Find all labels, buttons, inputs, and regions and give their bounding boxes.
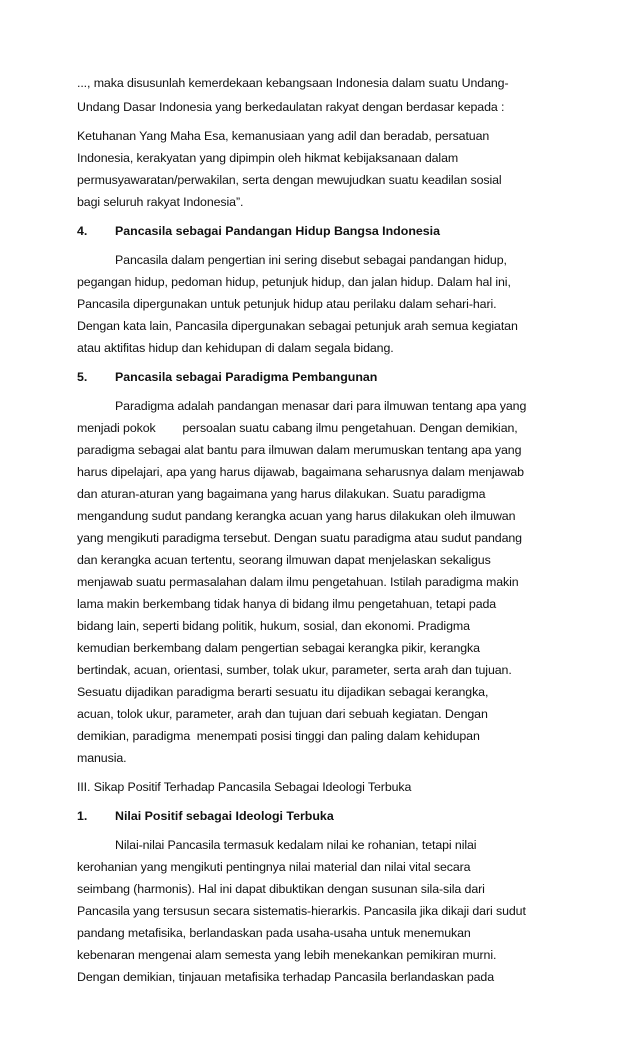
section4-line: pegangan hidup, pedoman hidup, petunjuk hidup, dan jalan hidup. Dalam hal ini, xyxy=(77,275,511,289)
section-heading: Pancasila sebagai Pandangan Hidup Bangsa Indonesia xyxy=(115,224,441,238)
section4-line: atau aktifitas hidup dan kehidupan di dalam segala bidang. xyxy=(77,341,394,355)
section1-line: kebenaran mengenai alam semesta yang lebih menekankan pemikiran murni. xyxy=(77,948,497,962)
section1-line: Pancasila yang tersusun secara sistematis-hierarkis. Pancasila jika dikaji dari sudut xyxy=(77,904,526,918)
section5-line: acuan, tolok ukur, parameter, arah dan tujuan dari sebuah kegiatan. Dengan xyxy=(77,707,488,721)
section-number: 5. xyxy=(77,370,88,384)
principles-line: bagi seluruh rakyat Indonesia”. xyxy=(77,195,244,209)
intro-line: ..., maka disusunlah kemerdekaan kebangsaan Indonesia dalam suatu Undang- xyxy=(77,76,509,90)
section-heading: Nilai Positif sebagai Ideologi Terbuka xyxy=(115,809,334,823)
section5-line: Paradigma adalah pandangan menasar dari para ilmuwan tentang apa yang xyxy=(115,399,527,413)
section1-line: Nilai-nilai Pancasila termasuk kedalam nilai ke rohanian, tetapi nilai xyxy=(115,838,477,852)
section5-line: bidang lain, seperti bidang politik, hukum, sosial, dan ekonomi. Pradigma xyxy=(77,619,470,633)
section4-line: Dengan kata lain, Pancasila dipergunakan sebagai petunjuk arah semua kegiatan xyxy=(77,319,518,333)
section5-line: harus dipelajari, apa yang harus dijawab, bagaimana seharusnya dalam menjawab xyxy=(77,465,524,479)
section5-line: manusia. xyxy=(77,751,127,765)
section4-line: Pancasila dipergunakan untuk petunjuk hidup atau perilaku dalam sehari-hari. xyxy=(77,297,497,311)
section-number: 1. xyxy=(77,809,88,823)
section4-line: Pancasila dalam pengertian ini sering disebut sebagai pandangan hidup, xyxy=(115,253,507,267)
section5-line: menjadi pokok persoalan suatu cabang ilmu pengetahuan. Dengan demikian, xyxy=(77,421,518,435)
section5-line: yang mengikuti paradigma tersebut. Dengan suatu paradigma atau sudut pandang xyxy=(77,531,522,545)
intro-line: Undang Dasar Indonesia yang berkedaulatan rakyat dengan berdasar kepada : xyxy=(77,100,505,114)
chapter-title: III. Sikap Positif Terhadap Pancasila Sebagai Ideologi Terbuka xyxy=(77,780,412,794)
section1-line: pandang metafisika, berlandaskan pada usaha-usaha untuk menemukan xyxy=(77,926,471,940)
section5-line: bertindak, acuan, orientasi, sumber, tolak ukur, parameter, serta arah dan tujuan. xyxy=(77,663,512,677)
section5-line: mengandung sudut pandang kerangka acuan yang harus dilakukan oleh ilmuwan xyxy=(77,509,516,523)
section5-line: dan kerangka acuan tertentu, seorang ilmuwan dapat menjelaskan sekaligus xyxy=(77,553,491,567)
section5-line: menjawab suatu permasalahan dalam ilmu pengetahuan. Istilah paradigma makin xyxy=(77,575,519,589)
principles-line: permusyawaratan/perwakilan, serta dengan mewujudkan suatu keadilan sosial xyxy=(77,173,502,187)
section5-line: Sesuatu dijadikan paradigma berarti sesuatu itu dijadikan sebagai kerangka, xyxy=(77,685,489,699)
section5-line: dan aturan-aturan yang bagaimana yang harus dilakukan. Suatu paradigma xyxy=(77,487,486,501)
principles-line: Ketuhanan Yang Maha Esa, kemanusiaan yang adil dan beradab, persatuan xyxy=(77,129,490,143)
section5-line: kemudian berkembang dalam pengertian sebagai kerangka pikir, kerangka xyxy=(77,641,480,655)
section5-line: paradigma sebagai alat bantu para ilmuwan dalam merumuskan tentang apa yang xyxy=(77,443,522,457)
section1-line: seimbang (harmonis). Hal ini dapat dibuktikan dengan susunan sila-sila dari xyxy=(77,882,485,896)
section-number: 4. xyxy=(77,224,88,238)
section1-line: Dengan demikian, tinjauan metafisika terhadap Pancasila berlandaskan pada xyxy=(77,970,495,984)
section1-line: kerohanian yang mengikuti pentingnya nilai material dan nilai vital secara xyxy=(77,860,471,874)
section5-line: demikian, paradigma menempati posisi tinggi dan paling dalam kehidupan xyxy=(77,729,480,743)
section-heading: Pancasila sebagai Paradigma Pembangunan xyxy=(115,370,378,384)
section5-line: lama makin berkembang tidak hanya di bidang ilmu pengetahuan, tetapi pada xyxy=(77,597,497,611)
principles-line: Indonesia, kerakyatan yang dipimpin oleh hikmat kebijaksanaan dalam xyxy=(77,151,459,165)
